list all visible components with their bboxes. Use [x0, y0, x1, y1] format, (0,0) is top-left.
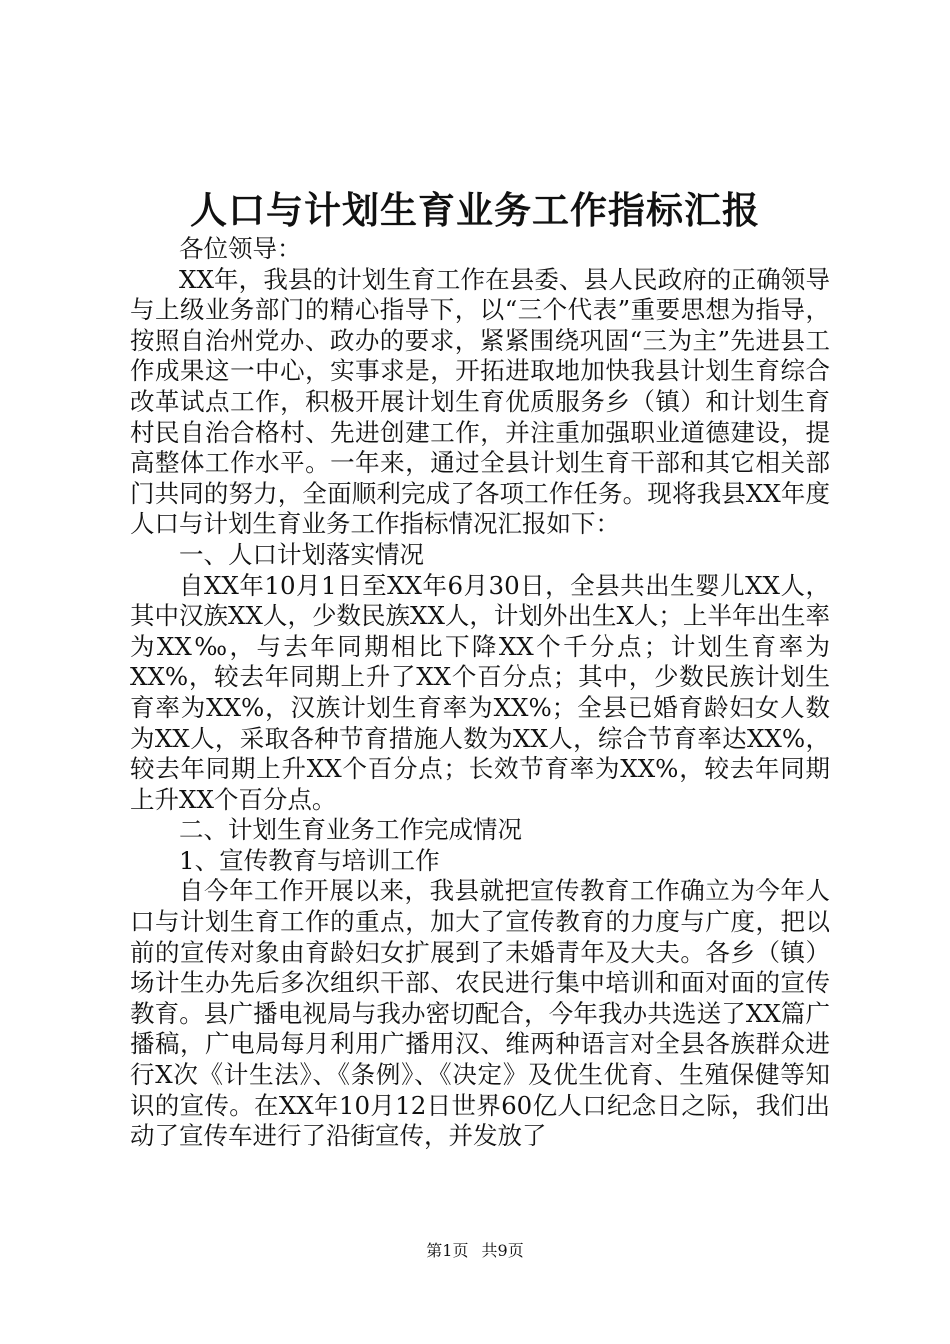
- page-total: 共9页: [481, 1241, 524, 1260]
- page-footer: [0, 1240, 950, 1262]
- document-body: [130, 234, 830, 1152]
- document-title: 人口与计划生育业务工作指标汇报: [190, 188, 760, 232]
- population-plan-paragraph: 自XX年10月1日至XX年6月30日，全县共出生婴儿XX人，其中汉族XX人，少数民族XX人，计划外出生X人；上半年出生率为XX‰，与去年同期相比下降XX个千分点；计划生育率为XX%，较去年同期上升了XX个百分点；其中，少数民族计划生育率为XX%，汉族计划生育率为XX%；全县已婚育龄妇女人数为XX人，采取各种节育措施人数为XX人，综合节育率达XX%，较去年同期上升XX个百分点；长效节育率为XX%，较去年同期上升XX个百分点。: [130, 570, 830, 814]
- section-heading-business-work: 二、计划生育业务工作完成情况: [179, 815, 522, 845]
- subsection-heading-education: 1、宣传教育与培训工作: [179, 845, 440, 875]
- page-number: 第1页: [426, 1241, 469, 1260]
- section-heading-population-plan: 一、人口计划落实情况: [179, 539, 424, 569]
- education-paragraph: 自今年工作开展以来，我县就把宣传教育工作确立为今年人口与计划生育工作的重点，加大了宣传教育的力度与广度，把以前的宣传对象由育龄妇女扩展到了未婚青年及大夫。各乡（镇）场计生办先后多次组织干部、农民进行集中培训和面对面的宣传教育。县广播电视局与我办密切配合，今年我办共选送了XX篇广播稿，广电局每月利用广播用汉、维两种语言对全县各族群众进行X次《计生法》、《条例》、《决定》及优生优育、生殖保健等知识的宣传。在XX年10月12日世界60亿人口纪念日之际，我们出动了宣传车进行了沿街宣传，并发放了: [130, 876, 830, 1151]
- intro-paragraph: XX年，我县的计划生育工作在县委、县人民政府的正确领导与上级业务部门的精心指导下，以“三个代表”重要思想为指导，按照自治州党办、政办的要求，紧紧围绕巩固“三为主”先进县工作成果这一中心，实事求是，开拓进取地加快我县计划生育综合改革试点工作，积极开展计划生育优质服务乡（镇）和计划生育村民自治合格村、先进创建工作，并注重加强职业道德建设，提高整体工作水平。一年来，通过全县计划生育干部和其它相关部门共同的努力，全面顺利完成了各项工作任务。现将我县XX年度人口与计划生育业务工作指标情况汇报如下：: [130, 264, 830, 539]
- salutation-paragraph: 各位领导：: [179, 234, 302, 263]
